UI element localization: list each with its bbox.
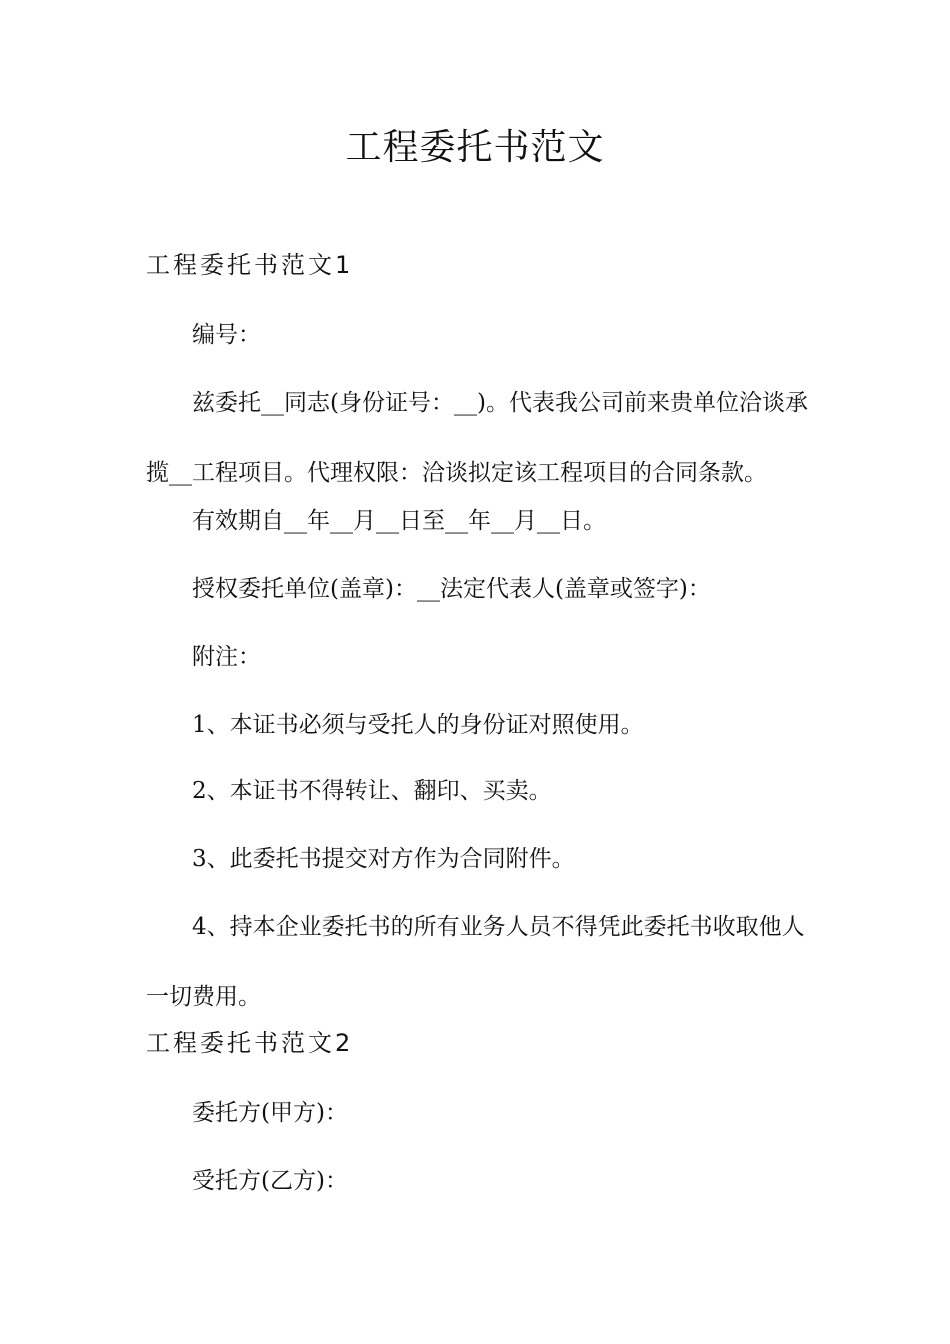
party-b-label: 受托方(乙方)： [192,1168,348,1194]
section-1-heading: 工程委托书范文1 [146,251,354,279]
number-label: 编号： [192,322,261,348]
notes-label: 附注： [192,644,261,670]
note-item-2: 2、本证书不得转让、翻印、买卖。 [192,778,552,804]
section-2-heading: 工程委托书范文2 [146,1029,354,1057]
document-title: 工程委托书范文 [345,127,605,168]
note-item-1: 1、本证书必须与受托人的身份证对照使用。 [192,712,644,738]
note-item-4: 4、持本企业委托书的所有业务人员不得凭此委托书收取他人一切费用。 [146,914,805,1010]
note-item-3: 3、此委托书提交对方作为合同附件。 [192,846,575,872]
authorizer-paragraph: 授权委托单位(盖章)：__法定代表人(盖章或签字)： [192,576,711,602]
validity-paragraph: 有效期自__年__月__日至__年__月__日。 [192,508,606,534]
party-a-label: 委托方(甲方)： [192,1100,348,1126]
entrust-paragraph: 兹委托__同志(身份证号：__)。代表我公司前来贵单位洽谈承揽__工程项目。代理权限：洽谈拟定该工程项目的合同条款。 [146,390,808,486]
